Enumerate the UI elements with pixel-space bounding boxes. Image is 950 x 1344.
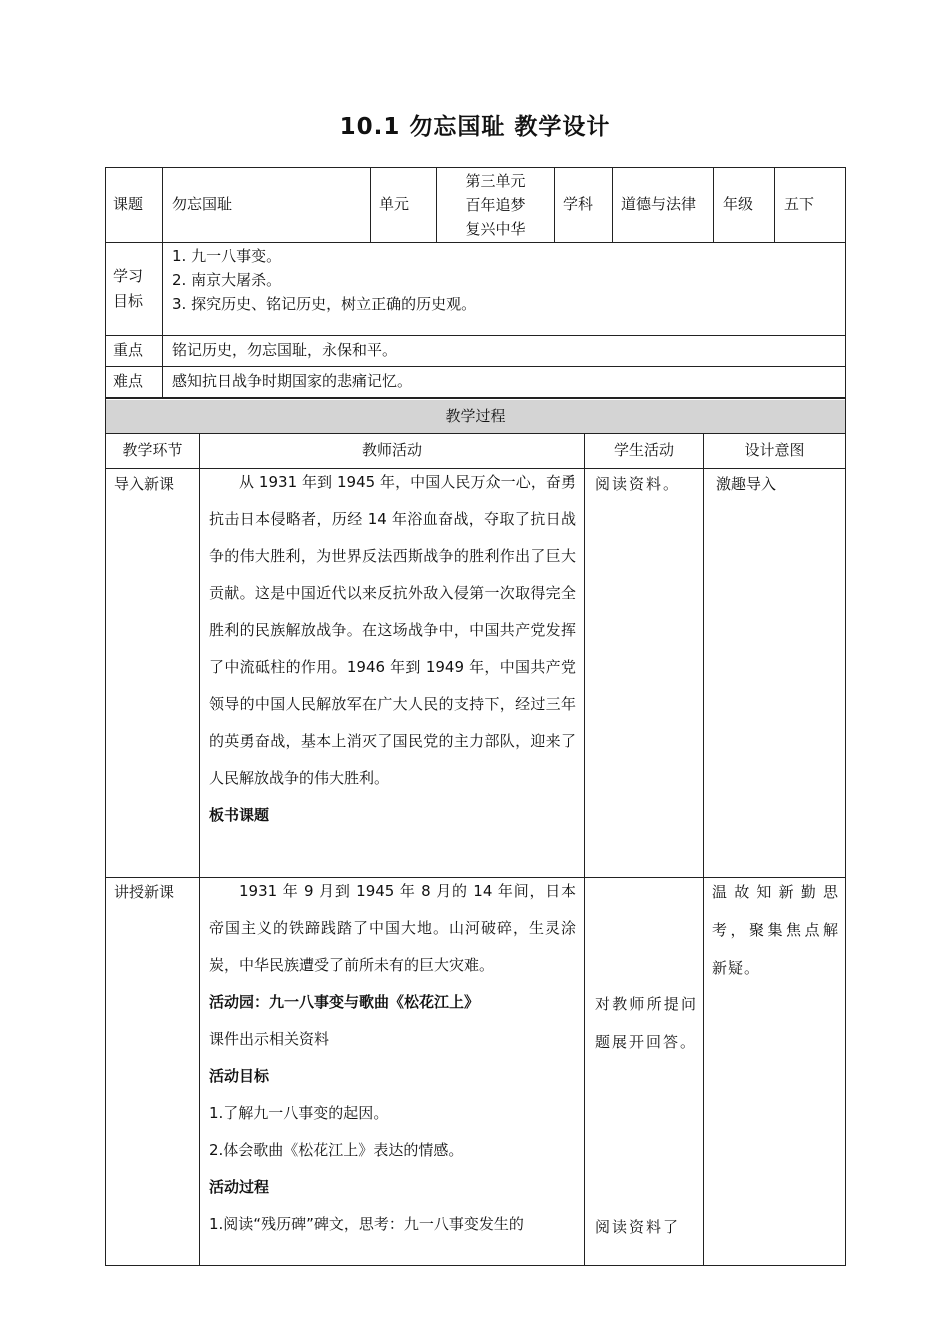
teaching-paragraph: 1931 年 9 月到 1945 年 8 月的 14 年间，日本帝国主义的铁蹄践踏了中国大地。山河破碎，生灵涂炭，中华民族遭受了前所未有的巨大灾难。 xyxy=(209,882,576,974)
table-rule xyxy=(554,167,555,242)
process-step: 1.阅读“残历碑”碑文，思考：九一八事变发生的 xyxy=(209,1215,524,1233)
column-header-student: 学生活动 xyxy=(613,441,674,460)
key-point-value: 铭记历史，勿忘国耻，永保和平。 xyxy=(172,341,398,360)
table-rule xyxy=(584,433,585,1266)
unit-value xyxy=(437,167,554,242)
objectives-label xyxy=(113,242,162,335)
subject-label: 学科 xyxy=(563,195,594,214)
difficulty-label: 难点 xyxy=(113,372,144,391)
grade-label: 年级 xyxy=(723,195,754,214)
goal-item: 2.体会歌曲《松花江上》表达的情感。 xyxy=(209,1141,464,1159)
table-rule xyxy=(845,167,846,1266)
teacher-activity-teaching xyxy=(209,873,576,1243)
stage-intro: 导入新课 xyxy=(114,475,175,493)
courseware-note: 课件出示相关资料 xyxy=(209,1030,330,1048)
table-rule xyxy=(162,167,163,398)
key-point-label: 重点 xyxy=(113,341,144,360)
process-title: 活动过程 xyxy=(209,1178,270,1196)
student-activity-answer: 对教师所提问题展开回答。 xyxy=(595,995,698,1051)
table-rule xyxy=(774,167,775,242)
grade-value: 五下 xyxy=(784,195,815,214)
topic-label: 课题 xyxy=(113,195,144,214)
difficulty-value: 感知抗日战争时期国家的悲痛记忆。 xyxy=(172,372,413,391)
design-intent-intro: 激趣导入 xyxy=(716,475,777,493)
table-rule xyxy=(105,167,106,1266)
column-header-intent: 设计意图 xyxy=(744,441,805,460)
objective-item: 3. 探究历史、铭记历史，树立正确的历史观。 xyxy=(172,295,477,313)
process-section-title: 教学过程 xyxy=(445,406,506,425)
table-rule xyxy=(703,433,704,1266)
board-title-label: 板书课题 xyxy=(209,806,270,824)
stage-teaching: 讲授新课 xyxy=(114,883,175,901)
goal-item: 1.了解九一八事变的起因。 xyxy=(209,1104,389,1122)
objective-item: 1. 九一八事变。 xyxy=(172,247,282,265)
table-rule xyxy=(612,167,613,242)
activity-title: 活动园：九一八事变与歌曲《松花江上》 xyxy=(209,993,480,1011)
topic-value: 勿忘国耻 xyxy=(172,195,233,214)
table-rule xyxy=(105,242,846,243)
intro-paragraph: 从 1931 年到 1945 年，中国人民万众一心，奋勇抗击日本侵略者，历经 14 年浴血奋战，夺取了抗日战争的伟大胜利，为世界反法西斯战争的胜利作出了巨大贡献。这是中国近代以来反抗外敌入侵第一次取得完全胜利的民族解放战争。在这场战争中，中国共产党发挥了中流砥柱的作用。1946 年到 1949 年，中国共产党领导的中国人民解放军在广大人民的支持下，经过三年的英勇奋战，基本上消灭了国民党的主力部队，迎来了人民解放战争的伟大胜利。 xyxy=(209,473,576,787)
table-rule xyxy=(713,167,714,242)
objectives-list xyxy=(172,244,842,334)
objectives-label-line: 目标 xyxy=(113,291,144,310)
unit-value-line: 第三单元 xyxy=(465,171,526,190)
student-activity-intro: 阅读资料。 xyxy=(595,475,681,493)
design-intent-teaching: 温故知新勤思考，聚集焦点解新疑。 xyxy=(712,883,839,977)
unit-value-line: 百年追梦 xyxy=(465,195,526,214)
column-header-stage: 教学环节 xyxy=(122,441,183,460)
unit-label: 单元 xyxy=(379,195,410,214)
table-rule xyxy=(370,167,371,242)
unit-value-line: 复兴中华 xyxy=(465,219,526,238)
table-rule xyxy=(105,1265,846,1266)
objective-item: 2. 南京大屠杀。 xyxy=(172,271,282,289)
teacher-activity-intro xyxy=(209,464,576,834)
goal-title: 活动目标 xyxy=(209,1067,270,1085)
page-title: 10.1 勿忘国耻 教学设计 xyxy=(339,114,611,140)
student-activity-read: 阅读资料了 xyxy=(595,1218,681,1236)
column-header-teacher: 教师活动 xyxy=(361,441,422,460)
subject-value: 道德与法律 xyxy=(621,195,697,214)
objectives-label-line: 学习 xyxy=(113,266,144,285)
table-rule xyxy=(199,433,200,1266)
